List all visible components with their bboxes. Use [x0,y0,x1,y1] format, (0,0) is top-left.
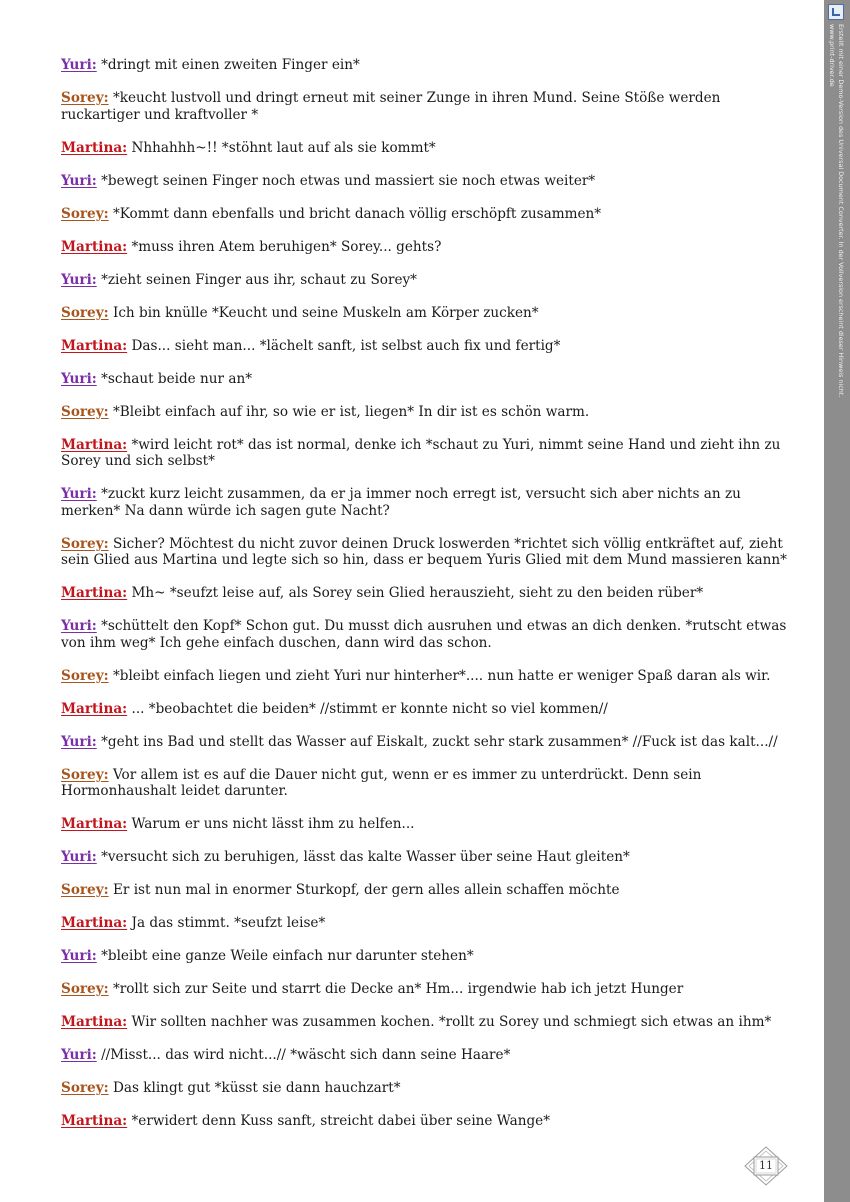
speaker-name: Martina: [61,1014,128,1030]
dialogue-line [61,767,801,800]
dialogue-text: *erwidert denn Kuss sanft, streicht dabei über seine Wange* [131,1113,550,1129]
dialogue-line [61,437,801,470]
dialogue-text: *rollt sich zur Seite und starrt die Decke an* Hm... irgendwie hab ich jetzt Hunger [112,981,684,997]
dialogue-text: *geht ins Bad und stellt das Wasser auf Eiskalt, zuckt sehr stark zusammen* //Fuck ist das kalt...// [101,733,778,750]
dialogue-text: //Misst... das wird nicht...// *wäscht sich dann seine Haare* [101,1047,511,1063]
dialogue-text: Wir sollten nachher was zusammen kochen. *rollt zu Sorey und schmiegt sich etwas an ihm* [131,1014,772,1030]
dialogue-text: *Bleibt einfach auf ihr, so wie er ist, liegen* In dir ist es schön warm. [112,403,590,420]
document-converter-logo-icon [828,4,844,20]
dialogue-line [61,404,801,421]
speaker-name: Sorey: [61,981,109,997]
dialogue-line [61,981,801,998]
dialogue-line [61,536,801,569]
dialogue-text: *keucht lustvoll und dringt erneut mit seiner Zunge in ihren Mund. Seine Stöße werden ruckartiger und kraftvoller * [61,90,721,123]
speaker-name: Yuri: [61,733,97,750]
dialogue-text: Das klingt gut *küsst sie dann hauchzart* [112,1080,401,1096]
dialogue-line [61,305,801,322]
page-number: 11 [759,1159,773,1172]
dialogue-line [61,371,801,388]
dialogue-line [61,585,801,602]
speaker-name: Sorey: [61,403,109,420]
dialogue-text: *zieht seinen Finger aus ihr, schaut zu Sorey* [101,271,417,288]
dialogue-line [61,948,801,965]
dialogue-line [61,734,801,751]
speaker-name: Yuri: [61,948,97,964]
speaker-name: Martina: [61,337,128,354]
dialogue-line [61,57,801,74]
speaker-name: Sorey: [61,205,109,222]
speaker-name: Martina: [61,436,128,453]
speaker-name: Sorey: [61,535,109,552]
dialogue-text: Sicher? Möchtest du nicht zuvor deinen Druck loswerden *richtet sich völlig entkräftet auf, zieht sein Glied aus Martina und legte sich so hin, dass er bequem Yuris Glied mit dem Mund massieren kann* [61,535,787,568]
dialogue-text: *schaut beide nur an* [101,370,253,387]
dialogue-text: Ich bin knülle *Keucht und seine Muskeln am Körper zucken* [112,304,539,321]
speaker-name: Yuri: [61,618,97,634]
speaker-name: Sorey: [61,304,109,321]
speaker-name: Sorey: [61,1080,109,1096]
dialogue-text: Warum er uns nicht lässt ihm zu helfen... [131,816,415,832]
dialogue-text: ... *beobachtet die beiden* //stimmt er konnte nicht so viel kommen// [131,700,608,717]
dialogue-line [61,849,801,866]
speaker-name: Martina: [61,585,128,601]
dialogue-text: *bleibt einfach liegen und zieht Yuri nur hinterher*.... nun hatte er weniger Spaß daran als wir. [112,667,771,684]
dialogue-line [61,272,801,289]
dialogue-line [61,486,801,519]
speaker-name: Yuri: [61,172,97,189]
dialogue-line [61,618,801,651]
speaker-name: Yuri: [61,271,97,288]
speaker-name: Martina: [61,139,128,156]
dialogue-line [61,140,801,157]
dialogue-line [61,1113,801,1130]
speaker-name: Sorey: [61,882,109,898]
dialogue-text: Er ist nun mal in enormer Sturkopf, der gern alles allein schaffen möchte [112,882,620,898]
dialogue-text: *versucht sich zu beruhigen, lässt das kalte Wasser über seine Haut gleiten* [101,849,630,865]
speaker-name: Martina: [61,238,128,255]
dialogue-text: Das... sieht man... *lächelt sanft, ist selbst auch fix und fertig* [131,337,561,354]
dialogue-line [61,882,801,899]
dialogue-text: *bleibt eine ganze Weile einfach nur darunter stehen* [101,948,474,964]
dialogue-text: Ja das stimmt. *seufzt leise* [131,915,326,931]
dialogue-line [61,816,801,833]
dialogue-text: Nhhahhh~!! *stöhnt laut auf als sie kommt* [131,139,436,156]
dialogue-line [61,915,801,932]
demo-watermark-sidebar [824,0,850,1202]
speaker-name: Yuri: [61,57,97,73]
dialogue-line [61,701,801,718]
speaker-name: Martina: [61,816,128,832]
demo-watermark-text [827,24,845,397]
speaker-name: Martina: [61,700,128,717]
dialogue-text: Vor allem ist es auf die Dauer nicht gut, wenn er es immer zu unterdrückt. Denn sein Hormonhaushalt leidet darunter. [61,766,702,799]
speaker-name: Martina: [61,1113,128,1129]
dialogue-text: *schüttelt den Kopf* Schon gut. Du musst dich ausruhen und etwas an dich denken. *rutscht etwas von ihm weg* Ich gehe einfach duschen, dann wird das schon. [61,618,787,651]
dialogue-line [61,338,801,355]
dialogue-text: *wird leicht rot* das ist normal, denke ich *schaut zu Yuri, nimmt seine Hand und zieht ihn zu Sorey und sich selbst* [61,436,781,469]
demo-url: www.print-driver.de [828,24,836,87]
dialogue-text: *bewegt seinen Finger noch etwas und massiert sie noch etwas weiter* [101,172,596,189]
speaker-name: Sorey: [61,667,109,684]
dialogue-text: *dringt mit einen zweiten Finger ein* [101,57,360,73]
dialogue-line [61,206,801,223]
dialogue-body [61,57,801,1146]
demo-notice: Erstellt mit einer Demo-Version des Universal Document Converter. In der Vollversion erscheint dieser Hinweis nicht. [837,24,845,398]
speaker-name: Yuri: [61,486,97,502]
speaker-name: Sorey: [61,90,109,106]
speaker-name: Yuri: [61,849,97,865]
dialogue-text: *zuckt kurz leicht zusammen, da er ja immer noch erregt ist, versucht sich aber nichts an zu merken* Na dann würde ich sagen gute Nacht? [61,486,741,519]
dialogue-line [61,90,801,123]
speaker-name: Yuri: [61,1047,97,1063]
dialogue-line [61,239,801,256]
dialogue-line [61,1047,801,1064]
dialogue-line [61,1080,801,1097]
speaker-name: Yuri: [61,370,97,387]
dialogue-line [61,668,801,685]
dialogue-text: *muss ihren Atem beruhigen* Sorey... gehts? [131,238,442,255]
page-number-ornament [744,1146,788,1186]
speaker-name: Martina: [61,915,128,931]
dialogue-text: Mh~ *seufzt leise auf, als Sorey sein Glied herauszieht, sieht zu den beiden rüber* [131,585,704,601]
dialogue-line [61,173,801,190]
dialogue-line [61,1014,801,1031]
dialogue-text: *Kommt dann ebenfalls und bricht danach völlig erschöpft zusammen* [112,205,602,222]
speaker-name: Sorey: [61,766,109,783]
